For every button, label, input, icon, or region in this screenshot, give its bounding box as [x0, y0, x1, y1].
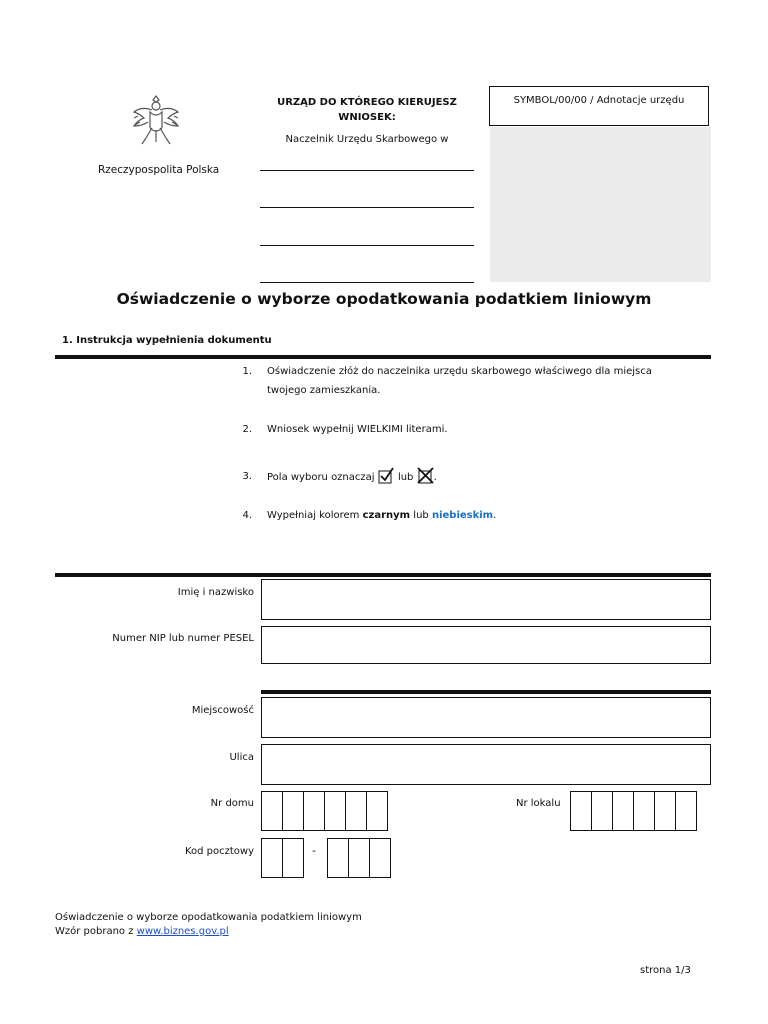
postal-code-cell[interactable] — [369, 838, 391, 878]
instruction-4 — [267, 506, 697, 525]
flat-number-field[interactable] — [570, 791, 696, 831]
office-subtitle: Naczelnik Urzędu Skarbowego w — [285, 134, 449, 145]
office-input-line-3[interactable] — [260, 245, 474, 246]
polish-eagle-emblem — [130, 92, 182, 150]
house-number-cell[interactable] — [345, 791, 367, 831]
house-number-label: Nr domu — [210, 798, 254, 809]
instruction-3-end: . — [433, 472, 437, 483]
biznes-gov-link[interactable]: www.biznes.gov.pl — [136, 926, 229, 937]
nip-label: Numer NIP lub numer PESEL — [112, 633, 254, 644]
instruction-4-blue: niebieskim — [431, 510, 494, 521]
street-label: Ulica — [229, 752, 254, 763]
checkmark-icon — [378, 467, 395, 484]
nip-pesel-field[interactable] — [261, 626, 711, 664]
flat-number-cell[interactable] — [675, 791, 697, 831]
office-input-line-4[interactable] — [260, 282, 474, 283]
x-mark-icon — [417, 467, 434, 484]
instruction-number: 4. — [242, 510, 252, 521]
street-field[interactable] — [261, 744, 711, 785]
office-title-line2: WNIOSEK: — [338, 112, 396, 123]
country-name: Rzeczypospolita Polska — [98, 164, 220, 176]
section-title: 1. Instrukcja wypełnienia dokumentu — [62, 335, 272, 346]
instruction-1 — [267, 362, 697, 400]
name-field[interactable] — [261, 579, 711, 620]
flat-number-cell[interactable] — [612, 791, 634, 831]
instruction-4-text: Wypełniaj kolorem — [267, 510, 360, 521]
flat-number-cell[interactable] — [591, 791, 613, 831]
house-number-cell[interactable] — [366, 791, 388, 831]
office-annotation-area — [490, 127, 711, 282]
city-field[interactable] — [261, 697, 711, 738]
house-number-cell[interactable] — [303, 791, 325, 831]
house-number-cell[interactable] — [282, 791, 304, 831]
instruction-2: Wniosek wypełnij WIELKIMI literami. — [267, 424, 448, 435]
instruction-number: 2. — [242, 424, 252, 435]
instruction-1-line1: Oświadczenie złóż do naczelnika urzędu skarbowego właściwego dla miejsca — [267, 366, 652, 377]
postal-code-dash: - — [312, 844, 316, 857]
office-input-line-2[interactable] — [260, 207, 474, 208]
document-title: Oświadczenie o wyborze opodatkowania podatkiem liniowym — [116, 290, 652, 308]
house-number-cell[interactable] — [324, 791, 346, 831]
instruction-4-end: . — [493, 510, 497, 521]
footer-source — [55, 926, 229, 937]
instruction-number: 1. — [242, 366, 252, 377]
postal-code-part2[interactable] — [327, 838, 390, 878]
postal-code-cell[interactable] — [261, 838, 283, 878]
flat-number-cell[interactable] — [654, 791, 676, 831]
instruction-3-or: lub — [397, 472, 414, 483]
house-number-cell[interactable] — [261, 791, 283, 831]
postal-code-part1[interactable] — [261, 838, 303, 878]
house-number-field[interactable] — [261, 791, 387, 831]
form-divider — [55, 573, 711, 577]
postal-code-cell[interactable] — [348, 838, 370, 878]
footer-source-prefix: Wzór pobrano z — [55, 926, 137, 937]
name-label: Imię i nazwisko — [177, 587, 254, 598]
city-label: Miejscowość — [191, 705, 254, 716]
office-input-line-1[interactable] — [260, 170, 474, 171]
instruction-4-or: lub — [413, 510, 429, 521]
page-number: strona 1/3 — [640, 965, 691, 976]
flat-number-cell[interactable] — [570, 791, 592, 831]
instruction-3 — [267, 467, 697, 487]
office-title — [260, 95, 474, 125]
office-title-line1: URZĄD DO KTÓREGO KIERUJESZ — [277, 97, 457, 108]
postal-code-cell[interactable] — [282, 838, 304, 878]
postal-code-label: Kod pocztowy — [184, 846, 254, 857]
flat-number-label: Nr lokalu — [516, 798, 561, 809]
instruction-1-line2: twojego zamieszkania. — [267, 385, 381, 396]
footer-title: Oświadczenie o wyborze opodatkowania podatkiem liniowym — [55, 912, 362, 923]
postal-code-cell[interactable] — [327, 838, 349, 878]
flat-number-cell[interactable] — [633, 791, 655, 831]
section-divider — [55, 355, 711, 359]
instruction-4-black: czarnym — [362, 510, 411, 521]
address-divider — [261, 690, 711, 694]
instruction-number: 3. — [242, 471, 252, 482]
symbol-text: SYMBOL/00/00 / Adnotacje urzędu — [513, 95, 685, 106]
symbol-box — [489, 86, 709, 126]
instruction-3-text: Pola wyboru oznaczaj — [267, 472, 375, 483]
